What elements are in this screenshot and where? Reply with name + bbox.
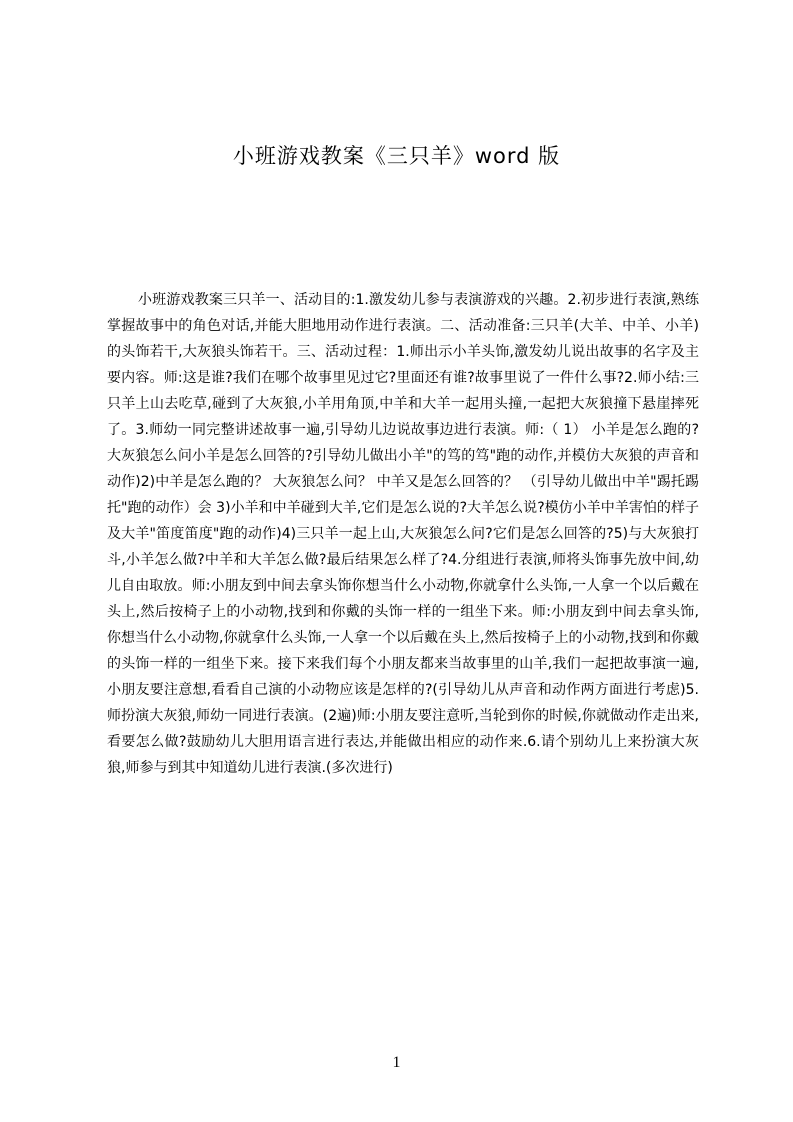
document-title: 小班游戏教案《三只羊》word 版 (232, 144, 561, 168)
document-body-paragraph: 小班游戏教案三只羊一、活动目的:1.激发幼儿参与表演游戏的兴趣。2.初步进行表演,熟练掌握故事中的角色对话,并能大胆地用动作进行表演。二、活动准备:三只羊(大羊、中羊、小羊)的头饰若干,大灰狼头饰若干。三、活动过程：1.师出示小羊头饰,激发幼儿说出故事的名字及主要内容。师:这是谁?我们在哪个故事里见过它?里面还有谁?故事里说了一件什么事?2.师小结:三只羊上山去吃草,碰到了大灰狼,小羊用角顶,中羊和大羊一起用头撞,一起把大灰狼撞下悬崖摔死了。3.师幼一同完整讲述故事一遍,引导幼儿边说故事边进行表演。师:（ 1） 小羊是怎么跑的?大灰狼怎么问小羊是怎么回答的?引导幼儿做出小羊"的笃的笃"跑的动作,并模仿大灰狼的声音和动作)2)中羊是怎么跑的？ 大灰狼怎么问？ 中羊又是怎么回答的？ （引导幼儿做出中羊"踢托踢托"跑的动作）会 3)小羊和中羊碰到大羊,它们是怎么说的?大羊怎么说?模仿小羊中羊害怕的样子及大羊"笛度笛度"跑的动作)4)三只羊一起上山,大灰狼怎么问?它们是怎么回答的?5)与大灰狼打斗,小羊怎么做?中羊和大羊怎么做?最后结果怎么样了?4.分组进行表演,师将头饰事先放中间,幼儿自由取放。师:小朋友到中间去拿头饰你想当什么小动物,你就拿什么头饰,一人拿一个以后戴在头上,然后按椅子上的小动物,找到和你戴的头饰一样的一组坐下来。师:小朋友到中间去拿头饰,你想当什么小动物,你就拿什么头饰,一人拿一个以后戴在头上,然后按椅子上的小动物,找到和你戴的头饰一样的一组坐下来。接下来我们每个小朋友都来当故事里的山羊,我们一起把故事演一遍,小朋友要注意想,看看自己演的小动物应该是怎样的?(引导幼儿从声音和动作两方面进行考虑)5.师扮演大灰狼,师幼一同进行表演。(2遍)师:小朋友要注意听,当轮到你的时候,你就做动作走出来,看要怎么做?鼓励幼儿大胆用语言进行表达,并能做出相应的动作来.6.请个别幼儿上来扮演大灰狼,师参与到其中知道幼儿进行表演.(多次进行) (107, 292, 699, 776)
page-number: 1 (392, 1054, 401, 1071)
